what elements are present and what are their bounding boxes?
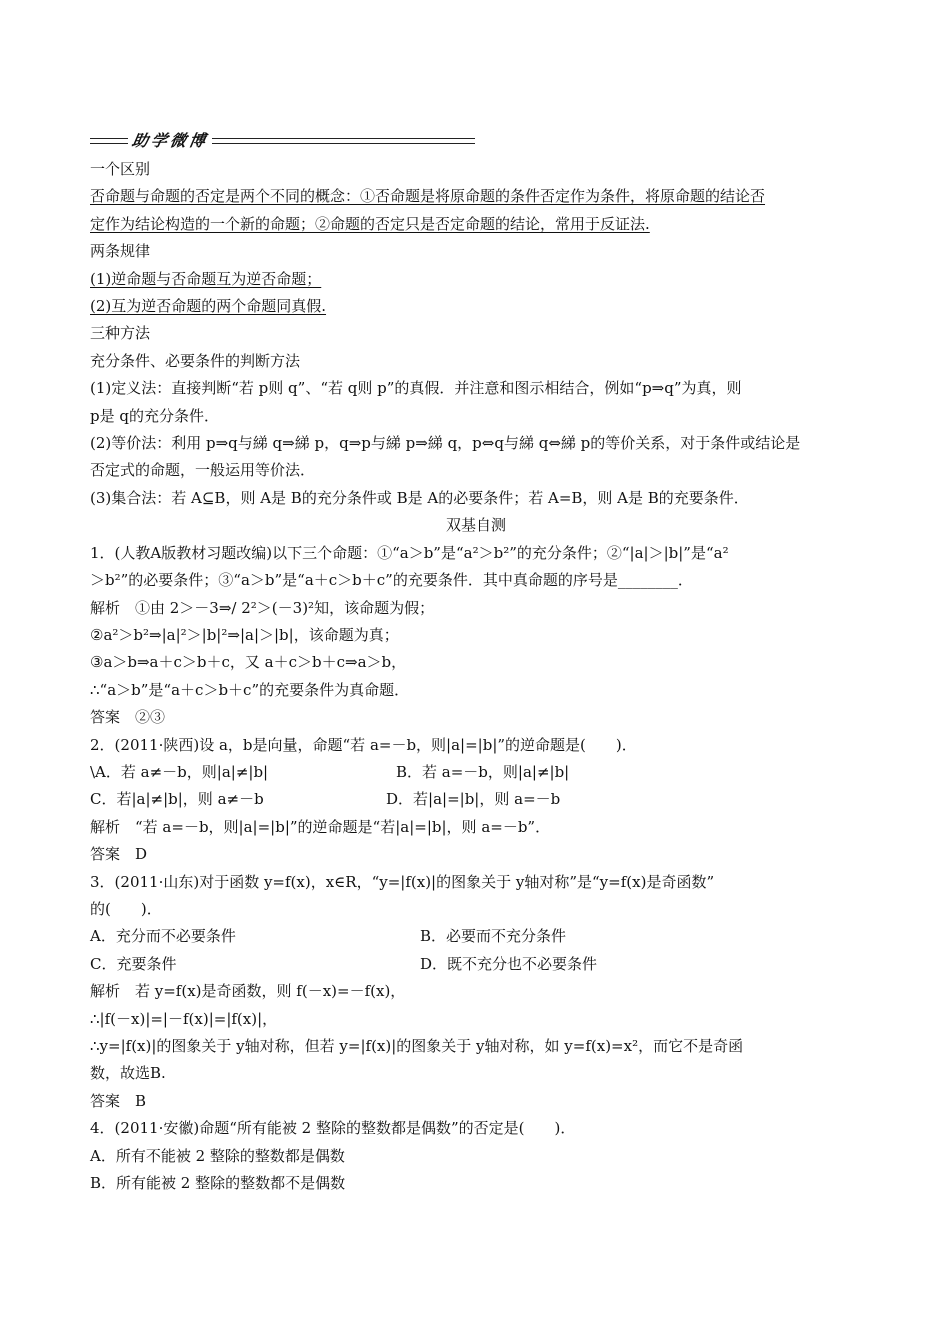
q3-solution-line-2: ∴|f(－x)|=|－f(x)|=|f(x)|， xyxy=(90,1009,278,1028)
method-3: (3)集合法：若 A⊆B，则 A是 B的充分条件或 B是 A的必要条件；若 A=B，则 A是 B的充要条件． xyxy=(90,488,749,507)
document-content xyxy=(90,128,862,1197)
q2-option-b: B．若 a=－b，则|a|≠|b| xyxy=(396,762,570,781)
q1-stem-line-2: ＞b²”的必要条件；③“a＞b”是“a＋c＞b＋c”的充要条件．其中真命题的序号是________． xyxy=(90,571,693,590)
method-1-line-2: p是 q的充分条件． xyxy=(90,406,219,425)
q1-solution-line-2: ②a²＞b²⇒|a|²＞|b|²⇒|a|＞|b|，该命题为真； xyxy=(90,625,399,644)
banner-title: 助学微博 xyxy=(130,131,210,151)
q4-stem: 4．(2011·安徽)命题“所有能被 2 整除的整数都是偶数”的否定是( )． xyxy=(90,1119,576,1138)
difference-text-line-1: 否命题与命题的否定是两个不同的概念：①否命题是将原命题的条件否定作为条件，将原命题的结论否 xyxy=(90,187,766,206)
banner-rule-left xyxy=(90,138,128,144)
q3-option-d: D．既不充分也不必要条件 xyxy=(420,954,598,973)
heading-three-methods: 三种方法 xyxy=(90,324,151,343)
q3-stem-line-1: 3．(2011·山东)对于函数 y=f(x)，x∈R，“y=|f(x)|的图象关于 y轴对称”是“y=f(x)是奇函数” xyxy=(90,872,715,891)
difference-text-line-2: 定作为结论构造的一个新的命题；②命题的否定只是否定命题的结论，常用于反证法. xyxy=(90,214,650,233)
q2-option-d: D．若|a|=|b|，则 a=－b xyxy=(386,790,561,809)
q1-solution-line-3: ③a＞b⇒a＋c＞b＋c，又 a＋c＞b＋c⇒a＞b， xyxy=(90,653,407,672)
q2-answer: 答案 D xyxy=(90,845,148,864)
q3-solution-line-4: 数，故选B. xyxy=(90,1064,166,1083)
q3-solution-line-1: 解析 若 y=f(x)是奇函数，则 f(－x)=－f(x)， xyxy=(90,982,406,1001)
q1-solution-line-4: ∴“a＞b”是“a＋c＞b＋c”的充要条件为真命题． xyxy=(90,680,410,699)
rule-2: (2)互为逆否命题的两个命题同真假. xyxy=(90,297,327,316)
q2-option-a: \A．若 a≠－b，则|a|≠|b| xyxy=(90,762,269,781)
q4-option-b: B．所有能被 2 整除的整数都不是偶数 xyxy=(90,1174,346,1193)
method-2-line-2: 否定式的命题，一般运用等价法． xyxy=(90,461,316,480)
q1-solution-line-1: 解析 ①由 2＞－3⇒/ 2²＞(－3)²知，该命题为假； xyxy=(90,598,435,617)
q4-option-a: A．所有不能被 2 整除的整数都是偶数 xyxy=(90,1146,345,1165)
q1-stem-line-1: 1．(人教A版教材习题改编)以下三个命题：①“a＞b”是“a²＞b²”的充分条件；②“|a|＞|b|”是“a² xyxy=(90,543,729,562)
method-2-line-1: (2)等价法：利用 p⇒q与綈 q⇒綈 p，q⇒p与綈 p⇒綈 q，p⇔q与綈 q⇔綈 p的等价关系，对于条件或结论是 xyxy=(90,434,801,453)
banner-rule-right xyxy=(212,138,475,144)
q2-options-row-1 xyxy=(90,759,862,786)
q3-option-a: A．充分而不必要条件 xyxy=(90,927,236,946)
rule-1: (1)逆命题与否命题互为逆否命题； xyxy=(90,269,322,288)
heading-two-rules: 两条规律 xyxy=(90,242,151,261)
methods-intro: 充分条件、必要条件的判断方法 xyxy=(90,351,301,370)
q3-option-c: C．充要条件 xyxy=(90,954,177,973)
q2-option-c: C．若|a|≠|b|，则 a≠－b xyxy=(90,790,264,809)
method-1-line-1: (1)定义法：直接判断“若 p则 q”、“若 q则 p”的真假．并注意和图示相结合，例如“p⇒q”为真，则 xyxy=(90,379,742,398)
heading-one-difference: 一个区别 xyxy=(90,160,151,178)
exercise-title: 双基自测 xyxy=(445,516,506,535)
q3-options-row-1 xyxy=(90,923,862,950)
q3-answer: 答案 B xyxy=(90,1091,147,1110)
q2-solution: 解析 “若 a=－b，则|a|=|b|”的逆命题是“若|a|=|b|，则 a=－b”． xyxy=(90,817,551,836)
q3-stem-line-2: 的( )． xyxy=(90,899,162,918)
q3-solution-line-3: ∴y=|f(x)|的图象关于 y轴对称，但若 y=|f(x)|的图象关于 y轴对称，如 y=f(x)=x²，而它不是奇函 xyxy=(90,1037,744,1055)
q2-options-row-2 xyxy=(90,786,862,813)
q1-answer: 答案 ②③ xyxy=(90,708,166,727)
q3-options-row-2 xyxy=(90,951,862,978)
q2-stem: 2．(2011·陕西)设 a，b是向量，命题“若 a=－b，则|a|=|b|”的逆命题是( )． xyxy=(90,735,637,754)
q3-option-b: B．必要而不充分条件 xyxy=(420,927,567,946)
section-banner xyxy=(90,128,475,154)
